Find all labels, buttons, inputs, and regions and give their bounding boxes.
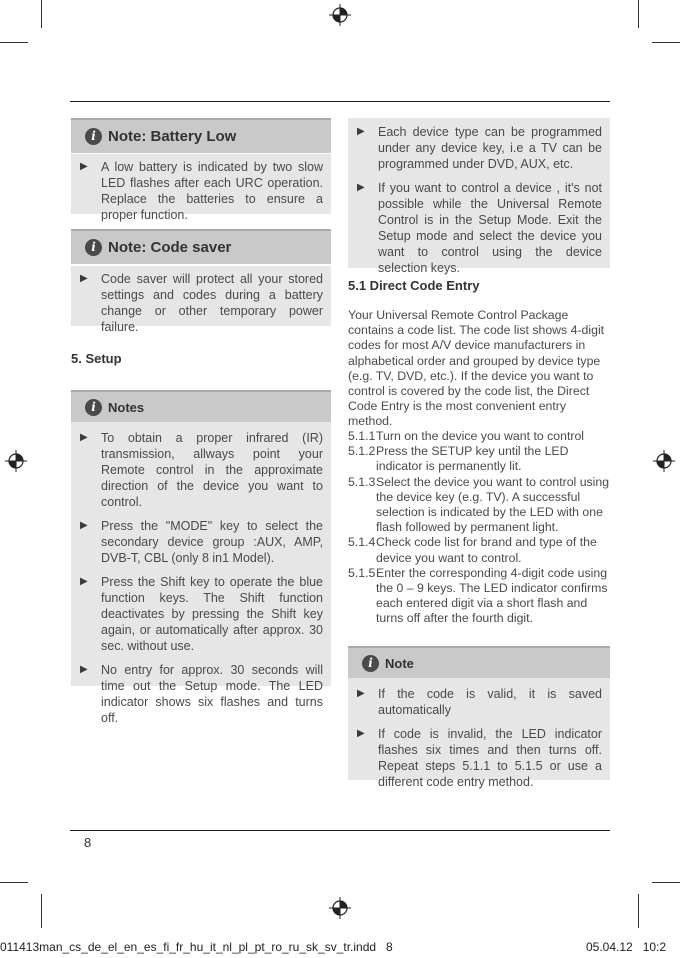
list-item: ▶ To obtain a proper infrared (IR) transmission, allways point your Remote control in the approximate direction of the device you want to control.	[71, 430, 323, 510]
list-item: ▶ A low battery is indicated by two slow LED flashes after each URC operation. Replace the batteries to ensure a proper function.	[71, 159, 323, 223]
crop-mark	[41, 0, 42, 28]
registration-mark-icon	[329, 4, 351, 26]
list-item: ▶ Each device type can be programmed under any device key, i.e a TV can be programmed under DVD, AUX, etc.	[348, 124, 602, 172]
crop-mark	[0, 42, 28, 43]
step-item: 5.1.5 Enter the corresponding 4-digit code using the 0 – 9 keys. The LED indicator confirms each entered digit via a short flash and turns off after the fourth digit.	[348, 565, 608, 626]
step-item: 5.1.3 Select the device you want to control using the device key (e.g. TV). A successful selection is indicated by the LED with one flash followed by permanent light.	[348, 474, 610, 535]
step-item: 5.1.1 Turn on the device you want to control	[348, 429, 585, 443]
note-body	[348, 678, 610, 789]
codesaver-note-header	[71, 229, 331, 264]
list-item: ▶ Code saver will protect all your stored settings and codes during a battery change or other temporary power failure.	[71, 271, 323, 335]
direct-code-intro: Your Universal Remote Control Package contains a code list. The code list shows 4-digit codes for most A/V device manufacturers in alphabetical order and grouped by device type (e.g. TV, DVD, etc.). If the device you want to control is covered by the code list, the Direct Code Entry is the most convenient entry method.	[348, 308, 605, 429]
setup-heading: 5. Setup	[71, 351, 122, 366]
registration-mark-icon	[329, 897, 351, 919]
footer-rule	[70, 830, 610, 831]
footer-filename: 011413man_cs_de_el_en_es_fi_fr_hu_it_nl_pl_pt_ro_ru_sk_sv_tr.indd 8	[0, 940, 393, 954]
list-item: ▶ No entry for approx. 30 seconds will time out the Setup mode. The LED indicator shows six flashes and turns off.	[71, 662, 323, 726]
crop-mark	[0, 882, 28, 883]
list-item: ▶ Press the Shift key to operate the blue function keys. The Shift function deactivates by pressing the Shift key again, or automatically after approx. 30 sec. without use.	[71, 574, 323, 654]
registration-mark-icon	[653, 450, 675, 472]
battery-note-title: Note: Battery Low	[108, 128, 237, 145]
info-icon: i	[85, 399, 102, 416]
note-title: Note	[385, 655, 414, 671]
battery-note-body	[71, 154, 331, 222]
crop-mark	[638, 894, 639, 928]
direct-code-steps	[348, 429, 610, 627]
list-item: ▶ If you want to control a device , it's not possible while the Universal Remote Control is in the Setup Mode. Exit the Setup mode and select the device you want to control using the device selection keys.	[348, 180, 602, 276]
list-item: ▶ Press the "MODE" key to select the secondary device group :AUX, AMP, DVB-T, CBL (only 8 in1 Model).	[71, 518, 323, 566]
battery-note-header	[71, 118, 331, 153]
note-header	[348, 646, 610, 678]
info-icon: i	[85, 239, 102, 256]
device-key-notes	[348, 118, 610, 275]
page-number: 8	[84, 835, 92, 850]
crop-mark	[652, 42, 680, 43]
registration-mark-icon	[5, 450, 27, 472]
notes-body	[71, 422, 331, 725]
header-rule	[70, 101, 610, 102]
footer-date: 05.04.12 10:2	[586, 940, 667, 954]
step-item: 5.1.2 Press the SETUP key until the LED indicator is permanently lit.	[348, 444, 569, 474]
notes-title: Notes	[108, 399, 145, 415]
crop-mark	[41, 894, 42, 928]
info-icon: i	[85, 128, 102, 145]
crop-mark	[638, 0, 639, 28]
codesaver-note-title: Note: Code saver	[108, 239, 232, 256]
direct-code-heading: 5.1 Direct Code Entry	[348, 278, 480, 293]
list-item: ▶ If code is invalid, the LED indicator flashes six times and then turns off. Repeat steps 5.1.1 to 5.1.5 or use a different code entry method.	[348, 726, 602, 790]
notes-header	[71, 390, 331, 422]
info-icon: i	[362, 655, 379, 672]
crop-mark	[652, 882, 680, 883]
step-item: 5.1.4 Check code list for brand and type of the device you want to control.	[348, 535, 597, 565]
codesaver-note-body	[71, 266, 331, 334]
list-item: ▶ If the code is valid, it is saved automatically	[348, 686, 602, 718]
